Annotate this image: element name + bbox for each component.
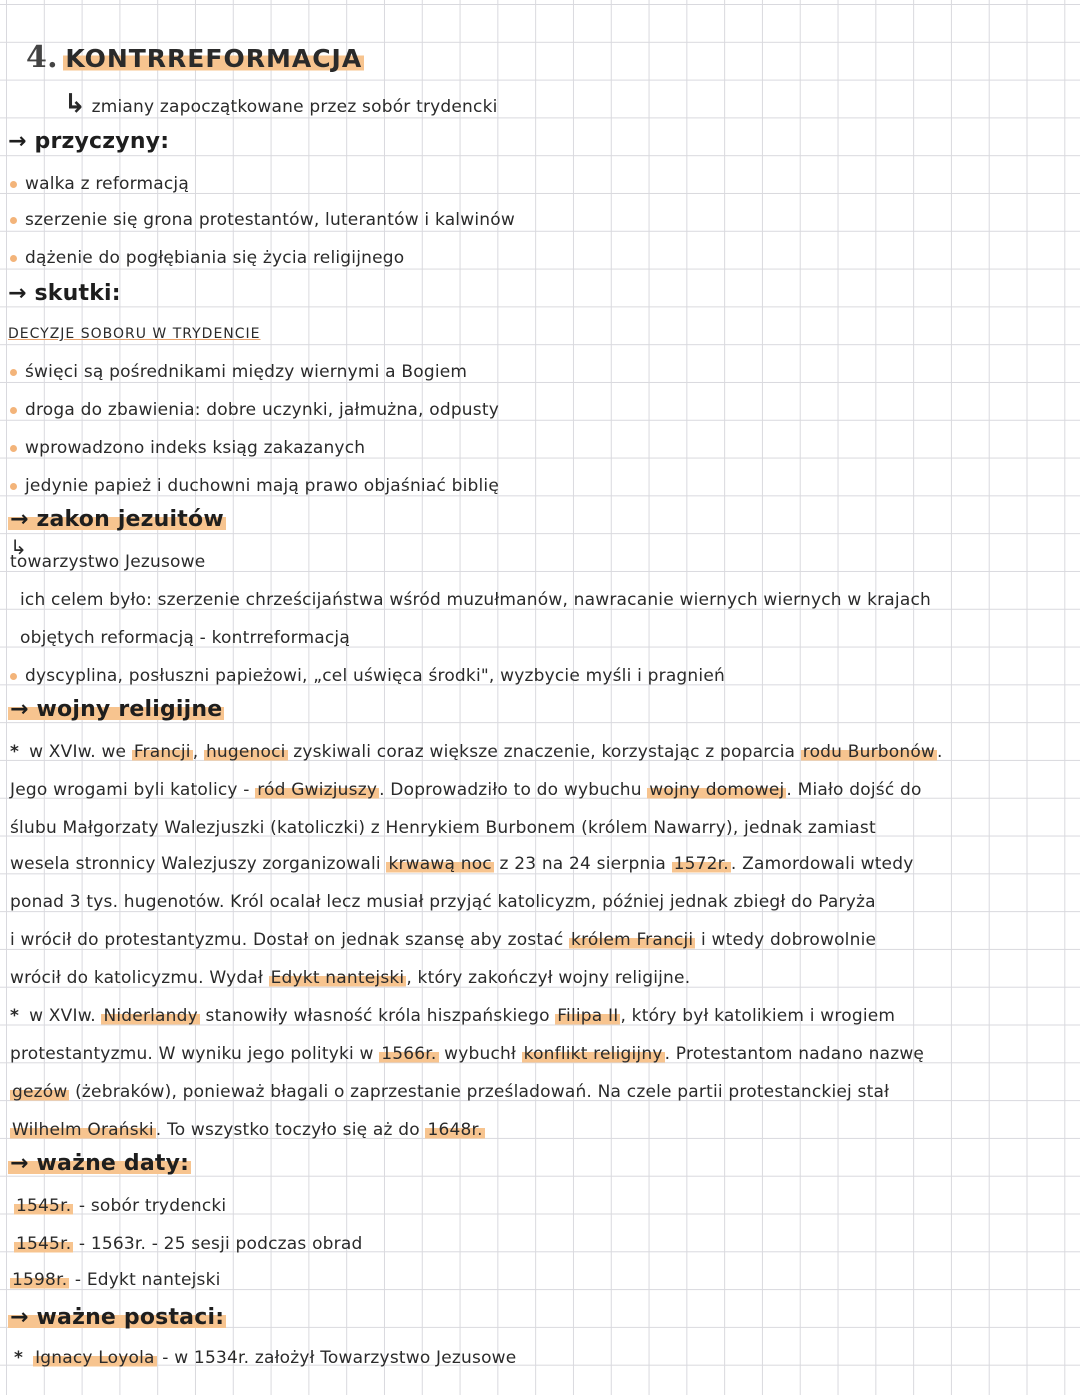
jesuits-arrow-icon: ↳ bbox=[10, 535, 27, 559]
jesuits-heading: → zakon jezuitów bbox=[10, 507, 224, 532]
jesuits-goal-line: ich celem było: szerzenie chrześcijaństwa wśród muzułmanów, nawracanie wiernych wiernych w krajach bbox=[20, 590, 931, 610]
france-line: wrócił do katolicyzmu. Wydał Edykt nantejski , który zakończył wojny religijne. bbox=[10, 968, 691, 988]
bullet-icon bbox=[10, 407, 17, 414]
effects-heading: → skutki: bbox=[8, 281, 121, 306]
cause-item: walka z reformacją bbox=[10, 172, 189, 196]
causes-heading: → przyczyny: bbox=[8, 129, 170, 154]
cause-item: szerzenie się grona protestantów, luterantów i kalwinów bbox=[10, 208, 515, 232]
france-line: ślubu Małgorzaty Walezjuszki (katoliczki) z Henrykiem Burbonem (królem Nawarry), jednak zamiast bbox=[10, 818, 876, 838]
france-line: i wrócił do protestantyzmu. Dostał on jednak szansę aby zostać królem Francji i wtedy dobrowolnie bbox=[10, 930, 877, 950]
star-icon: * bbox=[14, 1348, 24, 1368]
jesuits-discipline: dyscyplina, posłuszni papieżowi, „cel uświęca środki", wyzbycie myśli i pragnień bbox=[10, 664, 725, 688]
effect-item: święci są pośrednikami między wiernymi a Bogiem bbox=[10, 360, 467, 384]
bullet-icon bbox=[10, 445, 17, 452]
date-item: 1545r. - sobór trydencki bbox=[16, 1196, 227, 1216]
netherlands-line: Wilhelm Orański . To wszystko toczyło się aż do 1648r. bbox=[12, 1120, 483, 1140]
bullet-icon bbox=[10, 181, 17, 188]
title-text: KONTRREFORMACJA bbox=[65, 44, 363, 73]
netherlands-line: * w XVIw. Niderlandy stanowiły własność króla hiszpańskiego Filipa II , który był katolikiem i wrogiem bbox=[10, 1006, 896, 1026]
france-line: ponad 3 tys. hugenotów. Król ocalał lecz musiał przyjąć katolicyzm, później jednak zbiegł do Paryża bbox=[10, 892, 876, 912]
bullet-icon bbox=[10, 483, 17, 490]
effect-item: jedynie papież i duchowni mają prawo objaśniać biblię bbox=[10, 474, 499, 498]
section-number: 4. bbox=[26, 40, 58, 75]
wars-heading: → wojny religijne bbox=[10, 697, 223, 722]
jesuits-goal-line: objętych reformacją - kontrreformacją bbox=[20, 628, 350, 648]
effect-item: droga do zbawienia: dobre uczynki, jałmużna, odpusty bbox=[10, 398, 499, 422]
france-line: Jego wrogami byli katolicy - ród Gwizjuszy . Doprowadziło to do wybuchu wojny domowej . Miało dojść do bbox=[10, 780, 922, 800]
person-item: * Ignacy Loyola - w 1534r. założył Towarzystwo Jezusowe bbox=[14, 1348, 517, 1368]
bullet-icon bbox=[10, 673, 17, 680]
cause-item: dążenie do pogłębiania się życia religijnego bbox=[10, 246, 404, 270]
france-line: * w XVIw. we Francji , hugenoci zyskiwali coraz większe znaczenie, korzystając z poparcia rodu Burbonów . bbox=[10, 742, 943, 762]
bullet-icon bbox=[10, 217, 17, 224]
bullet-icon bbox=[10, 255, 17, 262]
jesuits-name: towarzystwo Jezusowe bbox=[10, 552, 206, 572]
date-item: 1598r. - Edykt nantejski bbox=[12, 1270, 221, 1290]
subtitle-arrow-icon: ↳ bbox=[64, 89, 86, 119]
subtitle-text: zmiany zapoczątkowane przez sobór trydencki bbox=[91, 97, 498, 117]
effect-item: wprowadzono indeks ksiąg zakazanych bbox=[10, 436, 365, 460]
people-heading: → ważne postaci: bbox=[10, 1305, 225, 1330]
netherlands-line: gezów (żebraków), ponieważ błagali o zaprzestanie prześladowań. Na czele partii protestanckiej stał bbox=[12, 1082, 890, 1102]
dates-heading: → ważne daty: bbox=[10, 1151, 190, 1176]
page-title bbox=[26, 40, 364, 75]
bullet-icon bbox=[10, 369, 17, 376]
netherlands-line: protestantyzmu. W wyniku jego polityki w 1566r. wybuchł konflikt religijny . Protestantom nadano nazwę bbox=[10, 1044, 925, 1064]
date-item: 1545r. - 1563r. - 25 sesji podczas obrad bbox=[16, 1234, 363, 1254]
council-decisions-subheading: DECYZJE SOBORU W TRYDENCIE bbox=[8, 326, 261, 342]
subtitle bbox=[64, 89, 498, 119]
star-icon: * bbox=[10, 742, 20, 762]
star-icon: * bbox=[10, 1006, 20, 1026]
france-line: wesela stronnicy Walezjuszy zorganizowali krwawą noc z 23 na 24 sierpnia 1572r. . Zamordowali wtedy bbox=[10, 854, 914, 874]
